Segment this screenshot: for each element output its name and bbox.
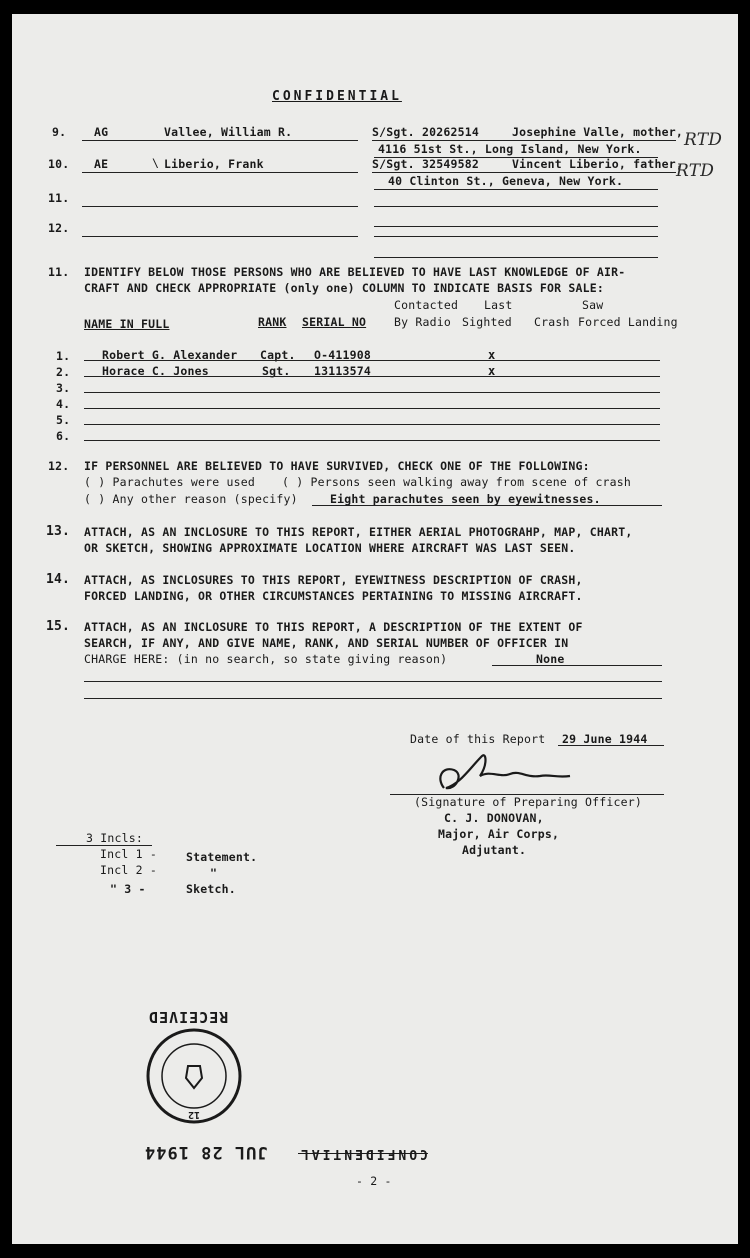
col-last: Last	[484, 298, 513, 312]
section-13-num: 13.	[46, 524, 71, 539]
other-reason-value: Eight parachutes seen by eyewitnesses.	[330, 492, 601, 506]
section-13-text-1: ATTACH, AS AN INCLOSURE TO THIS REPORT, EITHER AERIAL PHOTOGRAHP, MAP, CHART,	[84, 525, 633, 539]
crew-9-name: Vallee, William R.	[164, 125, 293, 139]
witness-4-num: 4.	[56, 397, 71, 411]
page-number: - 2 -	[356, 1174, 392, 1188]
officer-title: Adjutant.	[462, 843, 527, 857]
search-line-3	[84, 698, 662, 699]
section-11-text-2: CRAFT AND CHECK APPROPRIATE (only one) COLUMN TO INDICATE BASIS FOR SALE:	[84, 281, 605, 295]
col-by-radio: By Radio	[394, 315, 451, 329]
col-serial: SERIAL NO	[302, 315, 367, 329]
footer-confidential: CONFIDENTIAL	[298, 1146, 428, 1161]
col-forced-landing: Forced Landing	[578, 315, 678, 329]
section-11-text-1: IDENTIFY BELOW THOSE PERSONS WHO ARE BELIEVED TO HAVE LAST KNOWLEDGE OF AIR-	[84, 265, 626, 279]
witness-2-serial: 13113574	[314, 364, 371, 378]
witness-6-num: 6.	[56, 429, 71, 443]
crew-10-line	[82, 172, 358, 173]
col-name: NAME IN FULL	[84, 317, 170, 331]
witness-5-num: 5.	[56, 413, 71, 427]
crew-9-serial: 20262514	[422, 125, 479, 139]
crew-9-serial-line	[372, 140, 676, 141]
incl-3-label: " 3 -	[110, 882, 146, 896]
search-answer-line	[492, 665, 662, 666]
section-15-text-3: CHARGE HERE: (in no search, so state giving reason)	[84, 652, 448, 666]
witness-1-mark: x	[488, 348, 496, 362]
witness-5-line	[84, 424, 660, 425]
witness-1-num: 1.	[56, 349, 71, 363]
crew-11-num: 11.	[48, 191, 70, 205]
option-parachutes: ( ) Parachutes were used	[84, 475, 255, 489]
officer-name: C. J. DONOVAN,	[444, 811, 544, 825]
crew-10-num: 10.	[48, 157, 70, 171]
witness-2-line	[84, 376, 660, 377]
option-other-reason: ( ) Any other reason (specify)	[84, 492, 298, 506]
crew-10-name: Liberio, Frank	[164, 157, 264, 171]
crew-12-num: 12.	[48, 221, 70, 235]
section-13-text-2: OR SKETCH, SHOWING APPROXIMATE LOCATION WHERE AIRCRAFT WAS LAST SEEN.	[84, 541, 576, 555]
crew-12-line	[82, 236, 358, 237]
incl-3-desc: Sketch.	[186, 882, 236, 896]
witness-2-rank: Sgt.	[262, 364, 291, 378]
crew-9-rank: S/Sgt.	[372, 125, 415, 139]
witness-1-line	[84, 360, 660, 361]
crew-10-serial: 32549582	[422, 157, 479, 171]
search-answer: None	[536, 652, 565, 666]
other-reason-line	[312, 505, 662, 506]
crew-10-position: AE	[94, 157, 109, 171]
witness-1-rank: Capt.	[260, 348, 296, 362]
document-page	[12, 14, 738, 1244]
rtd-mark-1: RTD	[684, 130, 723, 150]
section-14-text-1: ATTACH, AS INCLOSURES TO THIS REPORT, EYEWITNESS DESCRIPTION OF CRASH,	[84, 573, 583, 587]
incl-2-label: Incl 2 -	[100, 863, 157, 877]
incl-2-desc: "	[210, 866, 218, 880]
section-15-text-1: ATTACH, AS AN INCLOSURE TO THIS REPORT, A DESCRIPTION OF THE EXTENT OF	[84, 620, 583, 634]
officer-rank: Major, Air Corps,	[438, 827, 560, 841]
witness-1-serial: O-411908	[314, 348, 371, 362]
crew-11-line	[82, 206, 358, 207]
witness-6-line	[84, 440, 660, 441]
section-15-num: 15.	[46, 619, 71, 634]
crew-10-nok-line1: Vincent Liberio, father,	[512, 157, 683, 171]
crew-10-slash: \	[152, 156, 160, 170]
col-contacted: Contacted	[394, 298, 459, 312]
witness-2-name: Horace C. Jones	[102, 364, 209, 378]
section-11-num: 11.	[48, 265, 70, 279]
crew-10-nok-line	[374, 189, 658, 190]
received-stamp-seal	[144, 1026, 244, 1126]
report-date-line	[558, 745, 664, 746]
section-15-text-2: SEARCH, IF ANY, AND GIVE NAME, RANK, AND SERIAL NUMBER OF OFFICER IN	[84, 636, 569, 650]
col-sighted: Sighted	[462, 315, 512, 329]
incl-1-label: Incl 1 -	[100, 847, 157, 861]
col-crash: Crash	[534, 315, 570, 329]
rtd-mark-2: RTD	[676, 161, 715, 181]
crew-9-num: 9.	[52, 125, 67, 139]
crew-9-line	[82, 140, 358, 141]
crew-11-serial-line	[374, 206, 658, 207]
inclosures-header: 3 Incls:	[86, 831, 143, 845]
section-14-text-2: FORCED LANDING, OR OTHER CIRCUMSTANCES PERTAINING TO MISSING AIRCRAFT.	[84, 589, 583, 603]
crew-12-serial-line	[374, 236, 658, 237]
col-saw: Saw	[582, 298, 604, 312]
signature-label: (Signature of Preparing Officer)	[414, 795, 642, 809]
witness-3-num: 3.	[56, 381, 71, 395]
section-12-text: IF PERSONNEL ARE BELIEVED TO HAVE SURVIVED, CHECK ONE OF THE FOLLOWING:	[84, 459, 590, 473]
witness-2-mark: x	[488, 364, 496, 378]
crew-10-serial-line	[372, 172, 676, 173]
incl-1-desc: Statement.	[186, 850, 258, 864]
crew-11-nok-line	[374, 226, 658, 227]
crew-10-nok-line2: 40 Clinton St., Geneva, New York.	[388, 174, 624, 188]
witness-3-line	[84, 392, 660, 393]
svg-text:12: 12	[187, 1109, 201, 1120]
report-date-value: 29 June 1944	[562, 732, 648, 746]
signature-scrawl	[430, 748, 590, 798]
crew-9-position: AG	[94, 125, 109, 139]
inclosures-header-line	[56, 845, 152, 846]
section-12-num: 12.	[48, 459, 70, 473]
search-line-2	[84, 681, 662, 682]
crew-9-nok-line1: Josephine Valle, mother,	[512, 125, 683, 139]
section-14-num: 14.	[46, 572, 71, 587]
received-stamp-date: JUL 28 1944	[144, 1142, 268, 1162]
crew-12-nok-line	[374, 257, 658, 258]
option-walking-away: ( ) Persons seen walking away from scene of crash	[282, 475, 632, 489]
crew-9-nok-line2: 4116 51st St., Long Island, New York.	[378, 142, 642, 156]
report-date-label: Date of this Report	[410, 732, 546, 746]
witness-4-line	[84, 408, 660, 409]
col-rank: RANK	[258, 315, 287, 329]
crew-10-rank: S/Sgt.	[372, 157, 415, 171]
witness-1-name: Robert G. Alexander	[102, 348, 238, 362]
page-title: CONFIDENTIAL	[272, 89, 402, 104]
witness-2-num: 2.	[56, 365, 71, 379]
received-stamp-label: RECEIVED	[148, 1008, 229, 1026]
